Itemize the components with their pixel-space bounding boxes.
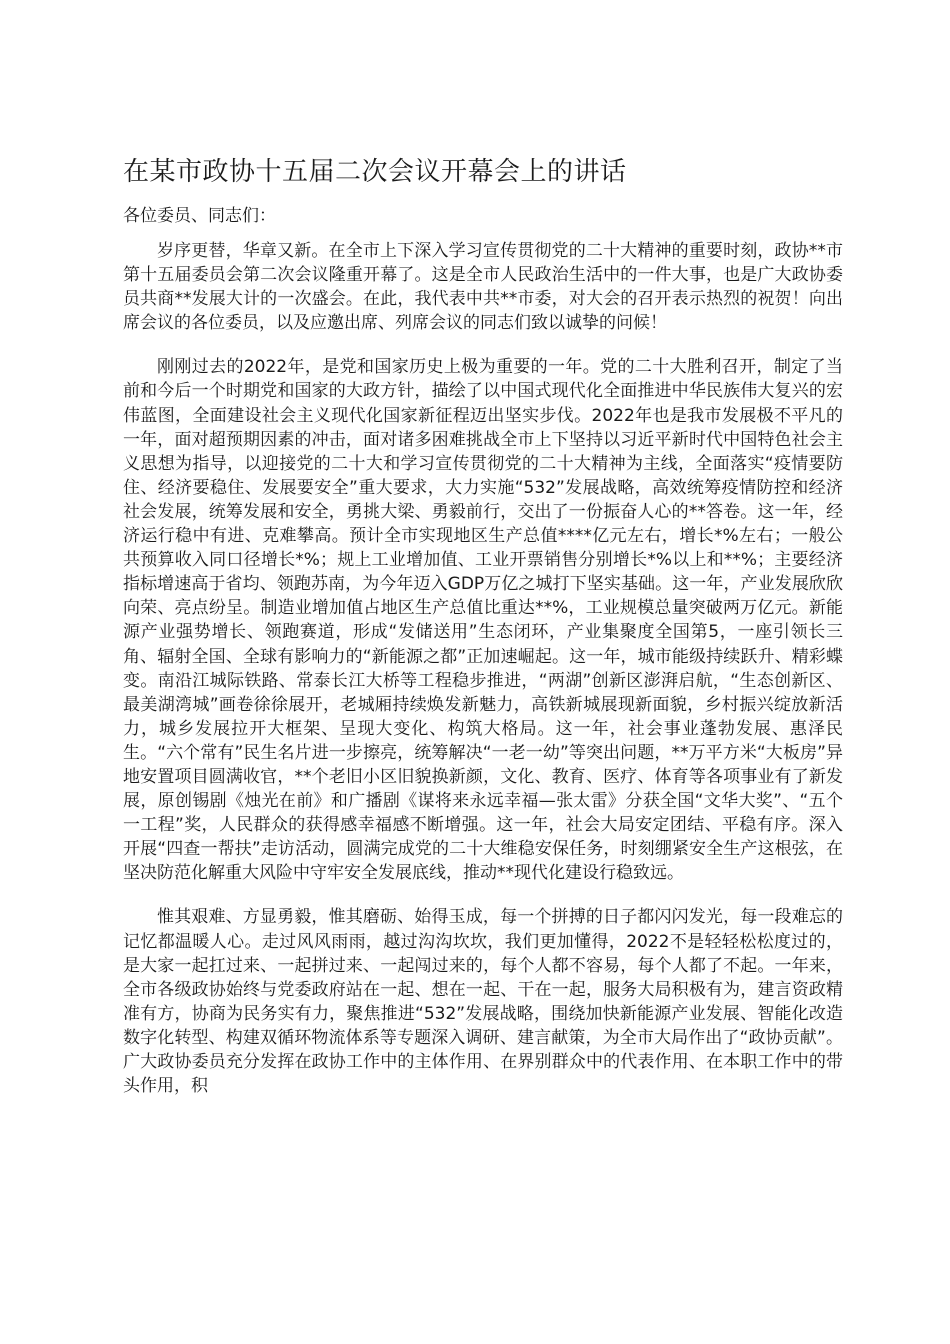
salutation: 各位委员、同志们： — [123, 206, 276, 226]
document-page — [123, 152, 843, 1118]
document-title: 在某市政协十五届二次会议开幕会上的讲话 — [123, 157, 627, 187]
paragraph-1: 岁序更替，华章又新。在全市上下深入学习宣传贯彻党的二十大精神的重要时刻，政协**市第十五届委员会第二次会议隆重开幕了。这是全市人民政治生活中的一件大事，也是广大政协委员共商**发展大计的一次盛会。在此，我代表中共**市委，对大会的召开表示热烈的祝贺！向出席会议的各位委员，以及应邀出席、列席会议的同志们致以诚挚的问候！ — [123, 241, 843, 334]
paragraph-3: 惟其艰难、方显勇毅，惟其磨砺、始得玉成，每一个拼搏的日子都闪闪发光，每一段难忘的记忆都温暖人心。走过风风雨雨，越过沟沟坎坎，我们更加懂得，2022不是轻轻松松度过的，是大家一起扛过来、一起拼过来、一起闯过来的，每个人都不容易，每个人都了不起。一年来，全市各级政协始终与党委政府站在一起、想在一起、干在一起，服务大局积极有为，建言资政精准有方，协商为民务实有力，聚焦推进“532”发展战略，围绕加快新能源产业发展、智能化改造数字化转型、构建双循环物流体系等专题深入调研、建言献策，为全市大局作出了“政协贡献”。广大政协委员充分发挥在政协工作中的主体作用、在界别群众中的代表作用、在本职工作中的带头作用，积 — [123, 907, 843, 1097]
paragraph-2: 刚刚过去的2022年，是党和国家历史上极为重要的一年。党的二十大胜利召开，制定了当前和今后一个时期党和国家的大政方针，描绘了以中国式现代化全面推进中华民族伟大复兴的宏伟蓝图，全面建设社会主义现代化国家新征程迈出坚实步伐。2022年也是我市发展极不平凡的一年，面对超预期因素的冲击，面对诸多困难挑战全市上下坚持以习近平新时代中国特色社会主义思想为指导，以迎接党的二十大和学习宣传贯彻党的二十大精神为主线，全面落实“疫情要防住、经济要稳住、发展要安全”重大要求，大力实施“532”发展战略，高效统筹疫情防控和经济社会发展，统筹发展和安全，勇挑大梁、勇毅前行，交出了一份振奋人心的**答卷。这一年，经济运行稳中有进、克难攀高。预计全市实现地区生产总值****亿元左右，增长*%左右；一般公共预算收入同口径增长*%；规上工业增加值、工业开票销售分别增长*%以上和**%；主要经济指标增速高于省均、领跑苏南，为今年迈入GDP万亿之城打下坚实基础。这一年，产业发展欣欣向荣、亮点纷呈。制造业增加值占地区生产总值比重达**%，工业规模总量突破两万亿元。新能源产业强势增长、领跑赛道，形成“发储送用”生态闭环，产业集聚度全国第5，一座引领长三角、辐射全国、全球有影响力的“新能源之都”正加速崛起。这一年，城市能级持续跃升、精彩蝶变。南沿江城际铁路、常泰长江大桥等工程稳步推进，“两湖”创新区澎湃启航，“生态创新区、最美湖湾城”画卷徐徐展开，老城厢持续焕发新魅力，高铁新城展现新面貌，乡村振兴绽放新活力，城乡发展拉开大框架、呈现大变化、构筑大格局。这一年，社会事业蓬勃发展、惠泽民生。“六个常有”民生名片进一步擦亮，统筹解决“一老一幼”等突出问题，**万平方米“大板房”异地安置项目圆满收官，**个老旧小区旧貌换新颜，文化、教育、医疗、体育等各项事业有了新发展，原创锡剧《烛光在前》和广播剧《谋将来永远幸福—张太雷》分获全国“文华大奖”、“五个一工程”奖，人民群众的获得感幸福感不断增强。这一年，社会大局安定团结、平稳有序。深入开展“四查一帮扶”走访活动，圆满完成党的二十大维稳安保任务，时刻绷紧安全生产这根弦，在坚决防范化解重大风险中守牢安全发展底线，推动**现代化建设行稳致远。 — [123, 357, 843, 884]
